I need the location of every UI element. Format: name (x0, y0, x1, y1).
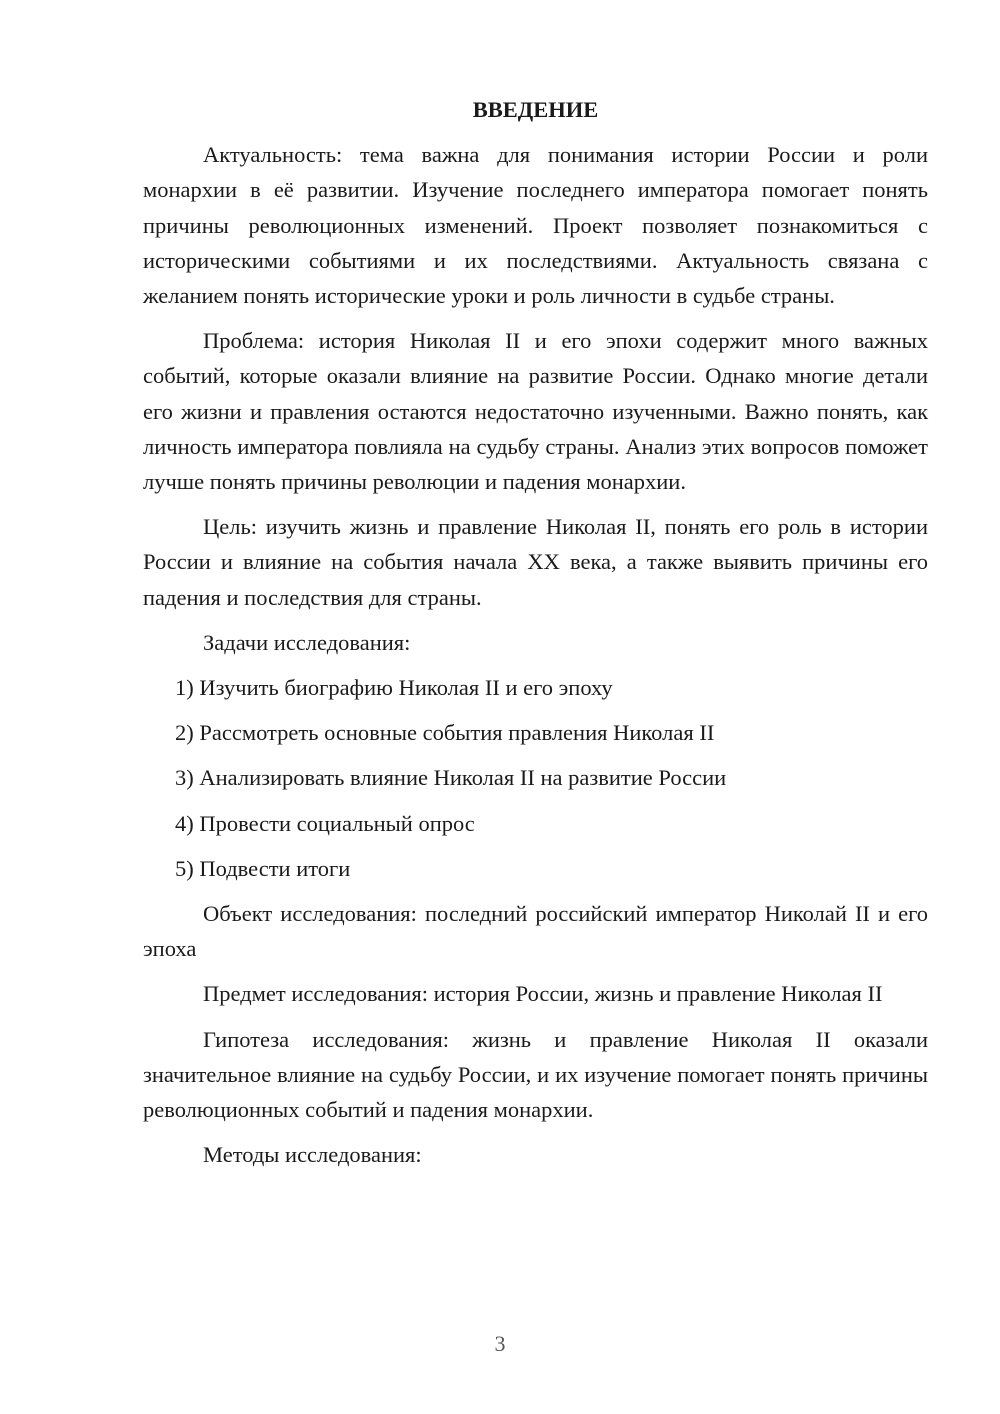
document-page (143, 92, 928, 1182)
methods-heading: Методы исследования: (203, 1142, 422, 1168)
list-item: 4) Провести социальный опрос (175, 810, 475, 836)
hypothesis-paragraph: Гипотеза исследования: жизнь и правление Николая II оказали значительное влияние на судьбу России, и их изучение помогает понять причины революционных событий и падения монархии. (143, 1026, 928, 1123)
subject-paragraph: Предмет исследования: история России, жизнь и правление Николая II (203, 981, 883, 1007)
tasks-list (143, 670, 928, 886)
page-title: ВВЕДЕНИЕ (472, 97, 599, 122)
object-paragraph: Объект исследования: последний российский император Николай II и его эпоха (143, 901, 928, 962)
list-item: 5) Подвести итоги (175, 855, 351, 881)
page-number: 3 (494, 1331, 506, 1356)
goal-paragraph: Цель: изучить жизнь и правление Николая II, понять его роль в истории России и влияние на события начала XX века, а также выявить причины его падения и последствия для страны. (143, 514, 928, 610)
relevance-paragraph: Актуальность: тема важна для понимания истории России и роли монархии в её развитии. Изучение последнего императора помогает понять причины революционных изменений. Проект позволяет познакомиться с историческими событиями и их последствиями. Актуальность связана с желанием понять исторические уроки и роль личности в судьбе страны. (143, 142, 928, 309)
tasks-heading: Задачи исследования: (203, 629, 411, 655)
problem-paragraph: Проблема: история Николая II и его эпохи содержит много важных событий, которые оказали влияние на развитие России. Однако многие детали его жизни и правления остаются недостаточно изученными. Важно понять, как личность императора повлияла на судьбу страны. Анализ этих вопросов поможет лучше понять причины революции и падения монархии. (143, 328, 928, 495)
list-item: 3) Анализировать влияние Николая II на развитие России (175, 765, 727, 791)
list-item: 2) Рассмотреть основные события правления Николая II (175, 720, 715, 746)
list-item: 1) Изучить биографию Николая II и его эпоху (175, 675, 613, 701)
